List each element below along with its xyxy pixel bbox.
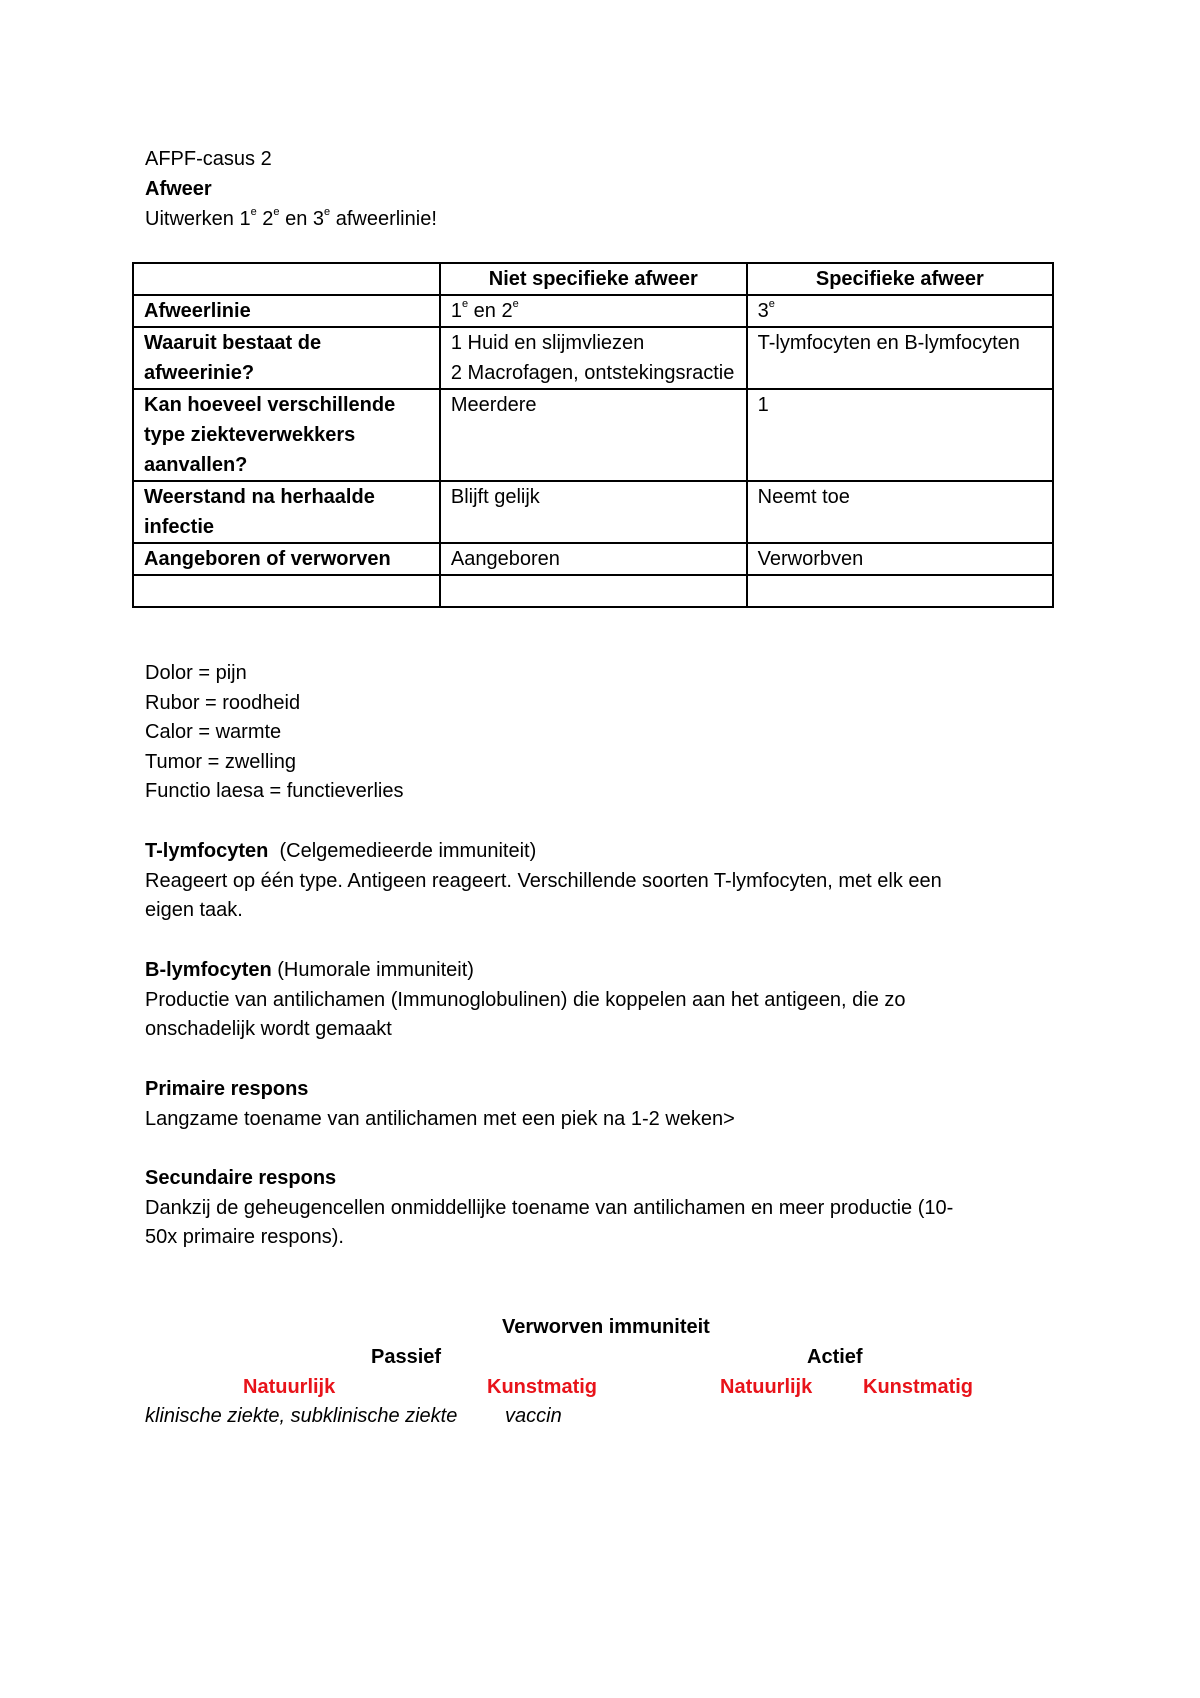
passief-natuurlijk-label: Natuurlijk — [243, 1376, 336, 1398]
table-cell: Verworbven — [747, 543, 1053, 575]
table-cell-text: en 2 — [468, 300, 513, 322]
ontsteking-item: Calor = warmte — [145, 721, 282, 743]
task-text: afweerlinie! — [330, 208, 437, 230]
table-cell: Neemt toe — [747, 481, 1053, 543]
table-row-label: Afweerlinie — [133, 295, 440, 327]
table-row-label: Kan hoeveel verschillende type ziekteverwekkers aanvallen? — [133, 389, 440, 481]
table-cell: Blijft gelijk — [440, 481, 747, 543]
b-lymfocyten-text: Productie van antilichamen (Immunoglobulinen) die koppelen aan het antigeen, die zo — [145, 989, 906, 1011]
task-text: en 3 — [279, 208, 325, 230]
table-row-empty — [133, 575, 1053, 607]
task-text: Uitwerken 1 — [145, 208, 251, 230]
secundaire-respons-title: Secundaire respons — [145, 1167, 337, 1189]
table-cell-text: 3 — [757, 300, 769, 322]
table-header-row — [133, 263, 1053, 295]
voorbeeld-kunstmatig: vaccin — [505, 1405, 562, 1427]
table-cell-empty — [747, 575, 1053, 607]
secundaire-respons-text: 50x primaire respons). — [145, 1226, 344, 1248]
table-row — [133, 389, 1053, 481]
actief-label: Actief — [807, 1346, 863, 1368]
passief-label: Passief — [371, 1346, 442, 1368]
afweer-table — [132, 262, 1054, 608]
table-cell-line: 2 Macrofagen, ontstekingsractie — [450, 362, 735, 384]
table-header-cell — [133, 263, 440, 295]
task-sup: e — [250, 206, 257, 219]
table-cell: 1 — [747, 389, 1053, 481]
table-header-cell: Niet specifieke afweer — [440, 263, 747, 295]
primaire-respons-title: Primaire respons — [145, 1078, 309, 1100]
table-cell — [440, 295, 747, 327]
table-cell-line: 1 Huid en slijmvliezen — [450, 332, 645, 354]
voorbeeld-natuurlijk: klinische ziekte, subklinische ziekte — [145, 1405, 458, 1427]
actief-kunstmatig-label: Kunstmatig — [863, 1376, 973, 1398]
t-lymfocyten-subtitle: (Celgemedieerde immuniteit) — [268, 840, 537, 862]
b-lymfocyten-heading — [145, 955, 474, 985]
document-subtitle: Afweer — [145, 178, 212, 200]
task-sup: e — [324, 206, 331, 219]
ontsteking-item: Functio laesa = functieverlies — [145, 780, 404, 802]
table-cell: Aangeboren — [440, 543, 747, 575]
table-cell-sup: e — [462, 298, 469, 311]
secundaire-respons-text: Dankzij de geheugencellen onmiddellijke toename van antilichamen en meer productie (10- — [145, 1197, 954, 1219]
table-row — [133, 481, 1053, 543]
t-lymfocyten-heading — [145, 836, 536, 866]
table-row-label: Waaruit bestaat de afweerinie? — [133, 327, 440, 389]
table-cell-text: 1 — [450, 300, 462, 322]
b-lymfocyten-subtitle: (Humorale immuniteit) — [271, 959, 474, 981]
table-cell: T-lymfocyten en B-lymfocyten — [747, 327, 1053, 389]
table-row-label: Aangeboren of verworven — [133, 543, 440, 575]
b-lymfocyten-text: onschadelijk wordt gemaakt — [145, 1018, 392, 1040]
table-header-cell: Specifieke afweer — [747, 263, 1053, 295]
table-cell — [747, 295, 1053, 327]
actief-natuurlijk-label: Natuurlijk — [720, 1376, 813, 1398]
t-lymfocyten-title: T-lymfocyten — [145, 840, 269, 862]
verworven-title: Verworven immuniteit — [502, 1316, 710, 1338]
table-row — [133, 327, 1053, 389]
table-cell: Meerdere — [440, 389, 747, 481]
table-row — [133, 543, 1053, 575]
table-cell-sup: e — [768, 298, 775, 311]
ontsteking-item: Tumor = zwelling — [145, 751, 296, 773]
table-cell-sup: e — [512, 298, 519, 311]
ontsteking-item: Dolor = pijn — [145, 662, 247, 684]
t-lymfocyten-text: Reageert op één type. Antigeen reageert. Verschillende soorten T-lymfocyten, met elk een — [145, 870, 942, 892]
task-line — [145, 204, 437, 234]
document-title: AFPF-casus 2 — [145, 148, 272, 170]
t-lymfocyten-text: eigen taak. — [145, 899, 243, 921]
table-cell-empty — [133, 575, 440, 607]
table-row — [133, 295, 1053, 327]
ontsteking-item: Rubor = roodheid — [145, 692, 301, 714]
primaire-respons-text: Langzame toename van antilichamen met een piek na 1-2 weken> — [145, 1108, 735, 1130]
table-cell — [440, 327, 747, 389]
task-sup: e — [273, 206, 280, 219]
task-text: 2 — [256, 208, 274, 230]
b-lymfocyten-title: B-lymfocyten — [145, 959, 272, 981]
passief-kunstmatig-label: Kunstmatig — [487, 1376, 597, 1398]
table-cell-empty — [440, 575, 747, 607]
table-row-label: Weerstand na herhaalde infectie — [133, 481, 440, 543]
